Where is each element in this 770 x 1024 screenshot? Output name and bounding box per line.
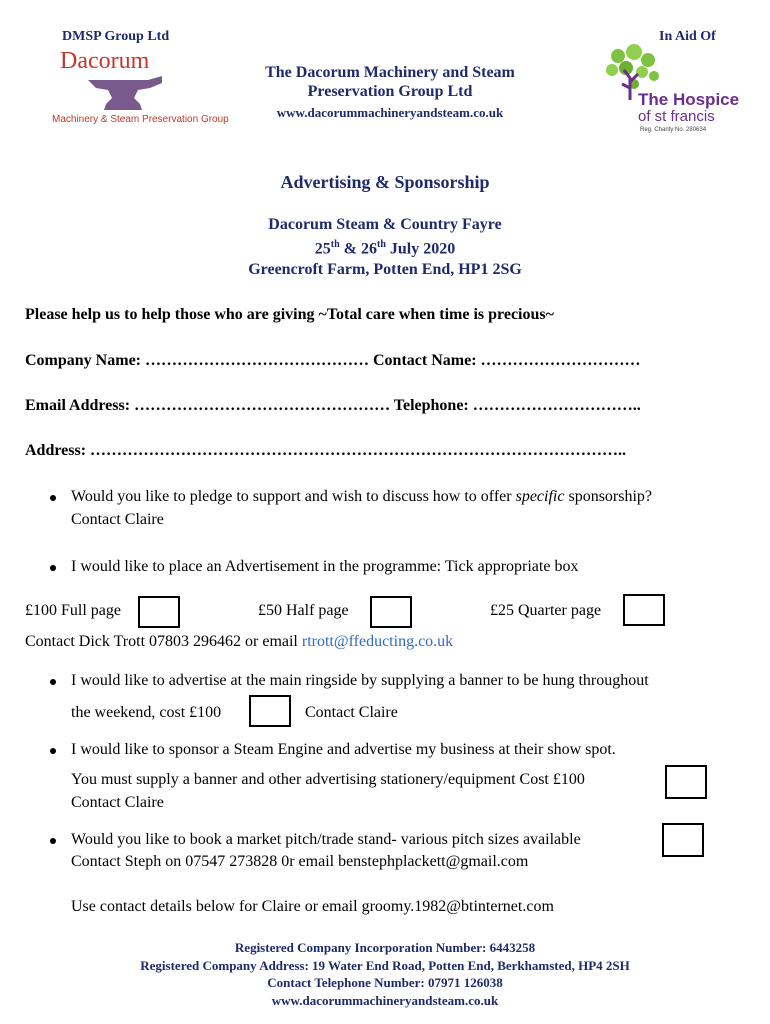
pledge-text-emphasis: specific bbox=[515, 488, 565, 505]
half-page-label: £50 Half page bbox=[258, 602, 349, 619]
quarter-page-label: £25 Quarter page bbox=[490, 602, 602, 619]
event-day2: 26 bbox=[360, 240, 377, 258]
company-name-field[interactable]: …………………………………… bbox=[145, 352, 369, 369]
use-contact-details: Use contact details below for Claire or email groomy.1982@btinternet.com bbox=[71, 898, 554, 915]
dacorum-logo-word: Dacorum bbox=[60, 48, 150, 74]
event-name: Dacorum Steam & Country Fayre bbox=[268, 216, 502, 233]
company-contact-row bbox=[25, 352, 641, 370]
dacorum-logo-tagline: Machinery & Steam Preservation Group bbox=[52, 114, 229, 125]
tagline: Please help us to help those who are giving ~Total care when time is precious~ bbox=[25, 306, 554, 323]
pledge-text-pre: Would you like to pledge to support and wish to discuss how to offer bbox=[71, 488, 516, 505]
email-label: Email Address: bbox=[25, 397, 131, 414]
bullet-icon bbox=[50, 838, 56, 844]
advert-contact-text: Contact Dick Trott 07803 296462 or email bbox=[25, 633, 302, 650]
footer-address: Registered Company Address: 19 Water End Road, Potten End, Berkhamsted, HP4 2SH bbox=[140, 957, 630, 973]
address-field[interactable]: ……………………………………………………………………………………….. bbox=[90, 442, 627, 459]
footer bbox=[0, 939, 770, 1009]
dacorum-logo bbox=[52, 48, 229, 138]
footer-incorporation: Registered Company Incorporation Number: 6443258 bbox=[234, 940, 536, 955]
banner-cost: the weekend, cost £100 bbox=[71, 704, 222, 721]
company-name-label: Company Name: bbox=[25, 352, 141, 369]
event-day2-suffix: th bbox=[376, 239, 386, 250]
hospice-logo-charity: Reg. Charity No. 280634 bbox=[640, 127, 707, 133]
contact-name-label: Contact Name: bbox=[373, 352, 477, 369]
hospice-logo-line1: The Hospice bbox=[638, 90, 740, 109]
full-page-checkbox[interactable] bbox=[138, 596, 180, 628]
address-label: Address: bbox=[25, 442, 87, 459]
event-month-year: July 2020 bbox=[385, 240, 456, 258]
quarter-page-checkbox[interactable] bbox=[623, 594, 665, 626]
telephone-label: Telephone: bbox=[393, 397, 469, 414]
bullet-icon bbox=[50, 495, 56, 501]
footer-website: www.dacorummachineryandsteam.co.uk bbox=[271, 992, 499, 1008]
engine-contact: Contact Claire bbox=[71, 794, 164, 811]
anvil-icon bbox=[78, 74, 168, 114]
half-page-checkbox[interactable] bbox=[370, 596, 412, 628]
email-field[interactable]: ………………………………………… bbox=[134, 397, 391, 414]
event-dates bbox=[0, 239, 770, 258]
pledge-text bbox=[71, 488, 652, 506]
bullet-icon bbox=[50, 565, 56, 571]
pitch-text: Would you like to book a market pitch/trade stand- various pitch sizes available bbox=[71, 831, 581, 848]
banner-checkbox[interactable] bbox=[249, 695, 291, 727]
footer-telephone: Contact Telephone Number: 07971 126038 bbox=[267, 975, 503, 990]
pitch-checkbox[interactable] bbox=[662, 823, 704, 857]
advert-text: I would like to place an Advertisement in the programme: Tick appropriate box bbox=[71, 558, 579, 575]
header-title-line1: The Dacorum Machinery and Steam bbox=[265, 64, 515, 81]
event-venue: Greencroft Farm, Potten End, HP1 2SG bbox=[248, 261, 522, 278]
header-website: www.dacorummachineryandsteam.co.uk bbox=[276, 105, 504, 120]
address-row bbox=[25, 442, 626, 460]
email-telephone-row bbox=[25, 397, 641, 415]
advert-email-link[interactable]: rtrott@ffeducting.co.uk bbox=[301, 633, 454, 650]
bullet-icon bbox=[50, 679, 56, 685]
header-title bbox=[230, 63, 550, 122]
page-title: Advertising & Sponsorship bbox=[280, 172, 490, 192]
telephone-field[interactable]: ………………………….. bbox=[472, 397, 641, 414]
contact-name-field[interactable]: ………………………… bbox=[480, 352, 641, 369]
hospice-logo bbox=[600, 44, 740, 154]
event-amp: & bbox=[339, 240, 361, 258]
advert-contact bbox=[25, 633, 453, 651]
pitch-contact: Contact Steph on 07547 273828 0r email benstephplackett@gmail.com bbox=[71, 853, 529, 870]
bullet-icon bbox=[50, 748, 56, 754]
engine-requirements: You must supply a banner and other advertising stationery/equipment Cost £100 bbox=[71, 771, 585, 788]
event-day1-suffix: th bbox=[330, 239, 340, 250]
event-day1: 25 bbox=[314, 240, 331, 258]
banner-text: I would like to advertise at the main ringside by supplying a banner to be hung throughout bbox=[71, 672, 649, 689]
engine-text: I would like to sponsor a Steam Engine and advertise my business at their show spot. bbox=[71, 741, 616, 758]
engine-checkbox[interactable] bbox=[665, 765, 707, 799]
header-title-line2: Preservation Group Ltd bbox=[307, 83, 473, 100]
banner-contact: Contact Claire bbox=[305, 704, 398, 721]
full-page-label: £100 Full page bbox=[25, 602, 121, 619]
org-name: DMSP Group Ltd bbox=[62, 29, 170, 44]
hospice-logo-line2: of st francis bbox=[638, 108, 715, 125]
pledge-text-post: sponsorship? bbox=[564, 488, 653, 505]
pledge-contact: Contact Claire bbox=[71, 511, 164, 528]
in-aid-of-label: In Aid Of bbox=[659, 29, 716, 44]
